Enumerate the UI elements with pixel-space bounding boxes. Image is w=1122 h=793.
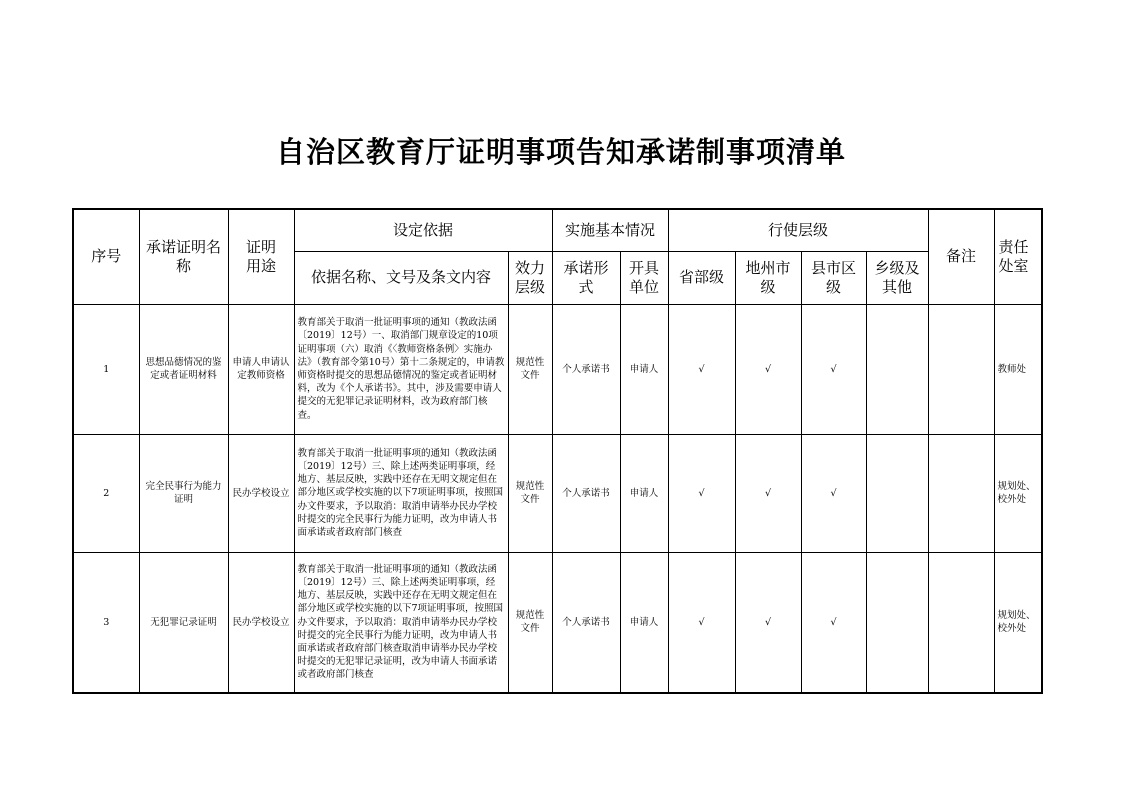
row-provincial-check: √ [668,552,735,693]
row-issuer: 申请人 [620,434,668,552]
header-remark: 备注 [928,209,994,304]
header-seq: 序号 [73,209,139,304]
row-provincial-check: √ [668,304,735,434]
header-county: 县市区级 [801,251,866,304]
row-commit-form: 个人承诺书 [552,304,620,434]
row-effect-level: 规范性文件 [508,552,552,693]
header-effect-level: 效力层级 [508,251,552,304]
header-use: 证明用途 [228,209,294,304]
header-commit-form: 承诺形式 [552,251,620,304]
header-name: 承诺证明名称 [139,209,228,304]
row-dept: 规划处、校外处 [994,434,1042,552]
header-issuer: 开具单位 [620,251,668,304]
row-county-check: √ [801,434,866,552]
row-county-check: √ [801,552,866,693]
row-dept: 规划处、校外处 [994,552,1042,693]
row-basis: 教育部关于取消一批证明事项的通知（教政法函〔2019〕12号）一、取消部门规章设定的10项证明事项（六）取消《〈教师资格条例〉实施办法》（教育部令第10号）第十二条规定的，申请教师资格时提交的思想品德情况的鉴定或者证明材料，改为《个人承诺书》。其中，涉及需要申请人提交的无犯罪记录证明材料，改为政府部门核查。 [294,304,508,434]
row-name: 无犯罪记录证明 [139,552,228,693]
row-seq: 2 [73,434,139,552]
row-dept: 教师处 [994,304,1042,434]
header-basis-content: 依据名称、文号及条文内容 [294,251,508,304]
document-title: 自治区教育厅证明事项告知承诺制事项清单 [275,135,846,169]
row-county-check: √ [801,304,866,434]
header-township: 乡级及其他 [866,251,928,304]
row-basis: 教育部关于取消一批证明事项的通知（教政法函〔2019〕12号）三、除上述两类证明事项，经地方、基层反映，实践中还存在无明文规定但在部分地区或学校实施的以下7项证明事项，按照国办文件要求，予以取消：取消申请举办民办学校时提交的完全民事行为能力证明，改为申请人书面承诺或者政府部门核查 [294,434,508,552]
row-prefecture-check: √ [735,552,801,693]
row-remark [928,434,994,552]
row-name: 完全民事行为能力证明 [139,434,228,552]
row-issuer: 申请人 [620,552,668,693]
header-impl-group: 实施基本情况 [552,209,668,251]
row-seq: 1 [73,304,139,434]
row-basis: 教育部关于取消一批证明事项的通知（教政法函〔2019〕12号）三、除上述两类证明事项，经地方、基层反映，实践中还存在无明文规定但在部分地区或学校实施的以下7项证明事项，按照国办文件要求，予以取消：取消申请举办民办学校时提交的完全民事行为能力证明，改为申请人书面承诺或者政府部门核查取消申请举办民办学校时提交的无犯罪记录证明，改为申请人书面承诺或者政府部门核查 [294,552,508,693]
row-name: 思想品德情况的鉴定或者证明材料 [139,304,228,434]
commitment-table [72,208,1043,694]
row-commit-form: 个人承诺书 [552,434,620,552]
row-seq: 3 [73,552,139,693]
row-use: 民办学校设立 [228,552,294,693]
header-basis-group: 设定依据 [294,209,552,251]
row-effect-level: 规范性文件 [508,304,552,434]
row-use: 申请人申请认定教师资格 [228,304,294,434]
row-prefecture-check: √ [735,434,801,552]
row-township-check [866,434,928,552]
header-row-1 [73,209,1042,251]
row-issuer: 申请人 [620,304,668,434]
header-prefecture: 地州市级 [735,251,801,304]
row-prefecture-check: √ [735,304,801,434]
header-dept: 责任处室 [994,209,1042,304]
table-row [73,304,1042,434]
row-remark [928,552,994,693]
row-remark [928,304,994,434]
row-effect-level: 规范性文件 [508,434,552,552]
row-provincial-check: √ [668,434,735,552]
header-level-group: 行使层级 [668,209,928,251]
row-commit-form: 个人承诺书 [552,552,620,693]
row-use: 民办学校设立 [228,434,294,552]
header-provincial: 省部级 [668,251,735,304]
table-row [73,552,1042,693]
row-township-check [866,304,928,434]
row-township-check [866,552,928,693]
table-row [73,434,1042,552]
